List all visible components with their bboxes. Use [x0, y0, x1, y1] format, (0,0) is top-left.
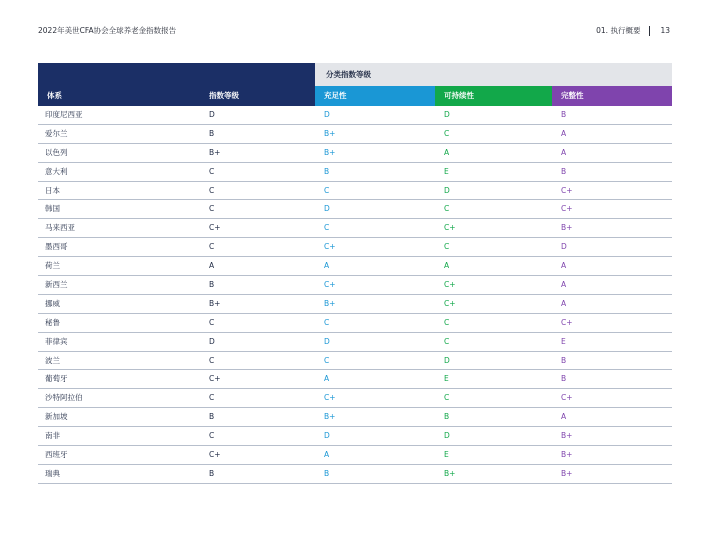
- table-body: [38, 106, 672, 484]
- cell-integrity: A: [561, 261, 567, 271]
- cell-integrity: B+: [561, 431, 573, 441]
- cell-index-grade: B: [209, 128, 215, 138]
- table-row: [38, 219, 672, 238]
- cell-integrity: E: [561, 336, 566, 346]
- cell-system: 秘鲁: [45, 317, 60, 327]
- table-row: [38, 125, 672, 144]
- cell-index-grade: A: [209, 261, 215, 271]
- cell-index-grade: B: [209, 468, 215, 478]
- cell-integrity: C+: [561, 204, 573, 214]
- page-header-right: [596, 25, 670, 36]
- page-number: 13: [660, 26, 670, 35]
- table-row: [38, 389, 672, 408]
- cell-adequacy: B+: [324, 128, 336, 138]
- report-title: 2022年美世CFA协会全球养老金指数报告: [38, 26, 177, 35]
- cell-integrity: D: [561, 242, 567, 252]
- cell-adequacy: C: [324, 185, 330, 195]
- cell-system: 意大利: [45, 166, 68, 176]
- cell-adequacy: D: [324, 431, 330, 441]
- cell-system: 以色列: [45, 147, 68, 157]
- cell-sustainability: D: [444, 431, 450, 441]
- column-header-integrity: 完整性: [552, 86, 672, 106]
- header-navy-block: [38, 63, 315, 86]
- cell-system: 马来西亚: [45, 223, 75, 233]
- cell-adequacy: C: [324, 355, 330, 365]
- cell-index-grade: C+: [209, 223, 221, 233]
- cell-adequacy: C: [324, 317, 330, 327]
- table-row: [38, 427, 672, 446]
- cell-index-grade: C: [209, 355, 215, 365]
- cell-sustainability: C+: [444, 223, 456, 233]
- cell-sustainability: A: [444, 261, 450, 271]
- cell-system: 荷兰: [45, 261, 60, 271]
- cell-adequacy: B: [324, 468, 330, 478]
- cell-adequacy: C+: [324, 280, 336, 290]
- cell-adequacy: B: [324, 166, 330, 176]
- cell-system: 韩国: [45, 204, 60, 214]
- cell-integrity: A: [561, 412, 567, 422]
- cell-index-grade: C: [209, 317, 215, 327]
- cell-sustainability: C: [444, 317, 450, 327]
- cell-index-grade: C: [209, 166, 215, 176]
- table-row: [38, 352, 672, 371]
- cell-system: 瑞典: [45, 468, 60, 478]
- table-row: [38, 446, 672, 465]
- table-row: [38, 182, 672, 201]
- cell-system: 南非: [45, 431, 60, 441]
- cell-index-grade: C: [209, 393, 215, 403]
- cell-sustainability: D: [444, 110, 450, 119]
- cell-system: 新加坡: [45, 412, 68, 422]
- cell-index-grade: C: [209, 185, 215, 195]
- cell-adequacy: C: [324, 223, 330, 233]
- cell-integrity: B: [561, 166, 567, 176]
- cell-sustainability: A: [444, 147, 450, 157]
- column-header-index-grade: 指数等级: [200, 86, 315, 106]
- pension-index-table: [38, 63, 672, 484]
- cell-integrity: A: [561, 147, 567, 157]
- cell-index-grade: D: [209, 336, 215, 346]
- table-row: [38, 200, 672, 219]
- cell-integrity: A: [561, 280, 567, 290]
- cell-sustainability: D: [444, 355, 450, 365]
- cell-integrity: C+: [561, 317, 573, 327]
- cell-sustainability: B: [444, 412, 450, 422]
- cell-adequacy: B+: [324, 412, 336, 422]
- table-row: [38, 257, 672, 276]
- cell-sustainability: B+: [444, 468, 456, 478]
- table-row: [38, 295, 672, 314]
- cell-system: 新西兰: [45, 280, 68, 290]
- table-row: [38, 144, 672, 163]
- cell-sustainability: C: [444, 393, 450, 403]
- cell-adequacy: B+: [324, 298, 336, 308]
- cell-integrity: B+: [561, 450, 573, 460]
- table-column-header-row: [38, 86, 672, 106]
- cell-integrity: B+: [561, 223, 573, 233]
- cell-adequacy: A: [324, 450, 330, 460]
- cell-index-grade: B+: [209, 147, 221, 157]
- cell-system: 西班牙: [45, 450, 68, 460]
- cell-index-grade: C+: [209, 374, 221, 384]
- cell-index-grade: C: [209, 431, 215, 441]
- cell-sustainability: C: [444, 204, 450, 214]
- cell-system: 葡萄牙: [45, 374, 68, 384]
- table-row: [38, 408, 672, 427]
- cell-sustainability: C: [444, 336, 450, 346]
- cell-integrity: B: [561, 355, 567, 365]
- cell-system: 沙特阿拉伯: [45, 393, 83, 403]
- cell-integrity: B+: [561, 468, 573, 478]
- cell-system: 挪威: [45, 298, 60, 308]
- cell-system: 墨西哥: [45, 242, 68, 252]
- cell-system: 印度尼西亚: [45, 110, 83, 119]
- cell-integrity: C+: [561, 393, 573, 403]
- cell-index-grade: B: [209, 280, 215, 290]
- cell-system: 爱尔兰: [45, 128, 68, 138]
- cell-integrity: B: [561, 374, 567, 384]
- cell-sustainability: E: [444, 374, 449, 384]
- cell-integrity: C+: [561, 185, 573, 195]
- cell-adequacy: D: [324, 336, 330, 346]
- cell-integrity: A: [561, 298, 567, 308]
- column-header-adequacy: 充足性: [315, 86, 435, 106]
- cell-integrity: B: [561, 110, 567, 119]
- table-row: [38, 276, 672, 295]
- cell-index-grade: C: [209, 204, 215, 214]
- cell-sustainability: C+: [444, 298, 456, 308]
- cell-sustainability: E: [444, 450, 449, 460]
- table-group-header-row: [38, 63, 672, 86]
- cell-adequacy: A: [324, 374, 330, 384]
- table-row: [38, 238, 672, 257]
- column-header-system: 体系: [38, 86, 200, 106]
- cell-integrity: A: [561, 128, 567, 138]
- cell-sustainability: C: [444, 242, 450, 252]
- table-row: [38, 370, 672, 389]
- cell-index-grade: D: [209, 110, 215, 119]
- table-row: [38, 314, 672, 333]
- cell-sustainability: E: [444, 166, 449, 176]
- cell-adequacy: C+: [324, 242, 336, 252]
- cell-index-grade: C+: [209, 450, 221, 460]
- cell-adequacy: D: [324, 204, 330, 214]
- cell-sustainability: C+: [444, 280, 456, 290]
- table-row: [38, 333, 672, 352]
- cell-index-grade: B: [209, 412, 215, 422]
- cell-index-grade: B+: [209, 298, 221, 308]
- table-row: [38, 465, 672, 484]
- sub-index-group-header: 分类指数等级: [315, 63, 672, 86]
- cell-sustainability: C: [444, 128, 450, 138]
- header-divider: [649, 26, 650, 36]
- cell-system: 菲律宾: [45, 336, 68, 346]
- cell-adequacy: C+: [324, 393, 336, 403]
- cell-sustainability: D: [444, 185, 450, 195]
- cell-index-grade: C: [209, 242, 215, 252]
- cell-adequacy: A: [324, 261, 330, 271]
- section-label: 01. 执行概要: [596, 26, 641, 35]
- table-row: [38, 163, 672, 182]
- cell-adequacy: B+: [324, 147, 336, 157]
- cell-system: 波兰: [45, 355, 60, 365]
- table-row: [38, 106, 672, 125]
- cell-system: 日本: [45, 185, 60, 195]
- cell-adequacy: D: [324, 110, 330, 119]
- column-header-sustainability: 可持续性: [435, 86, 552, 106]
